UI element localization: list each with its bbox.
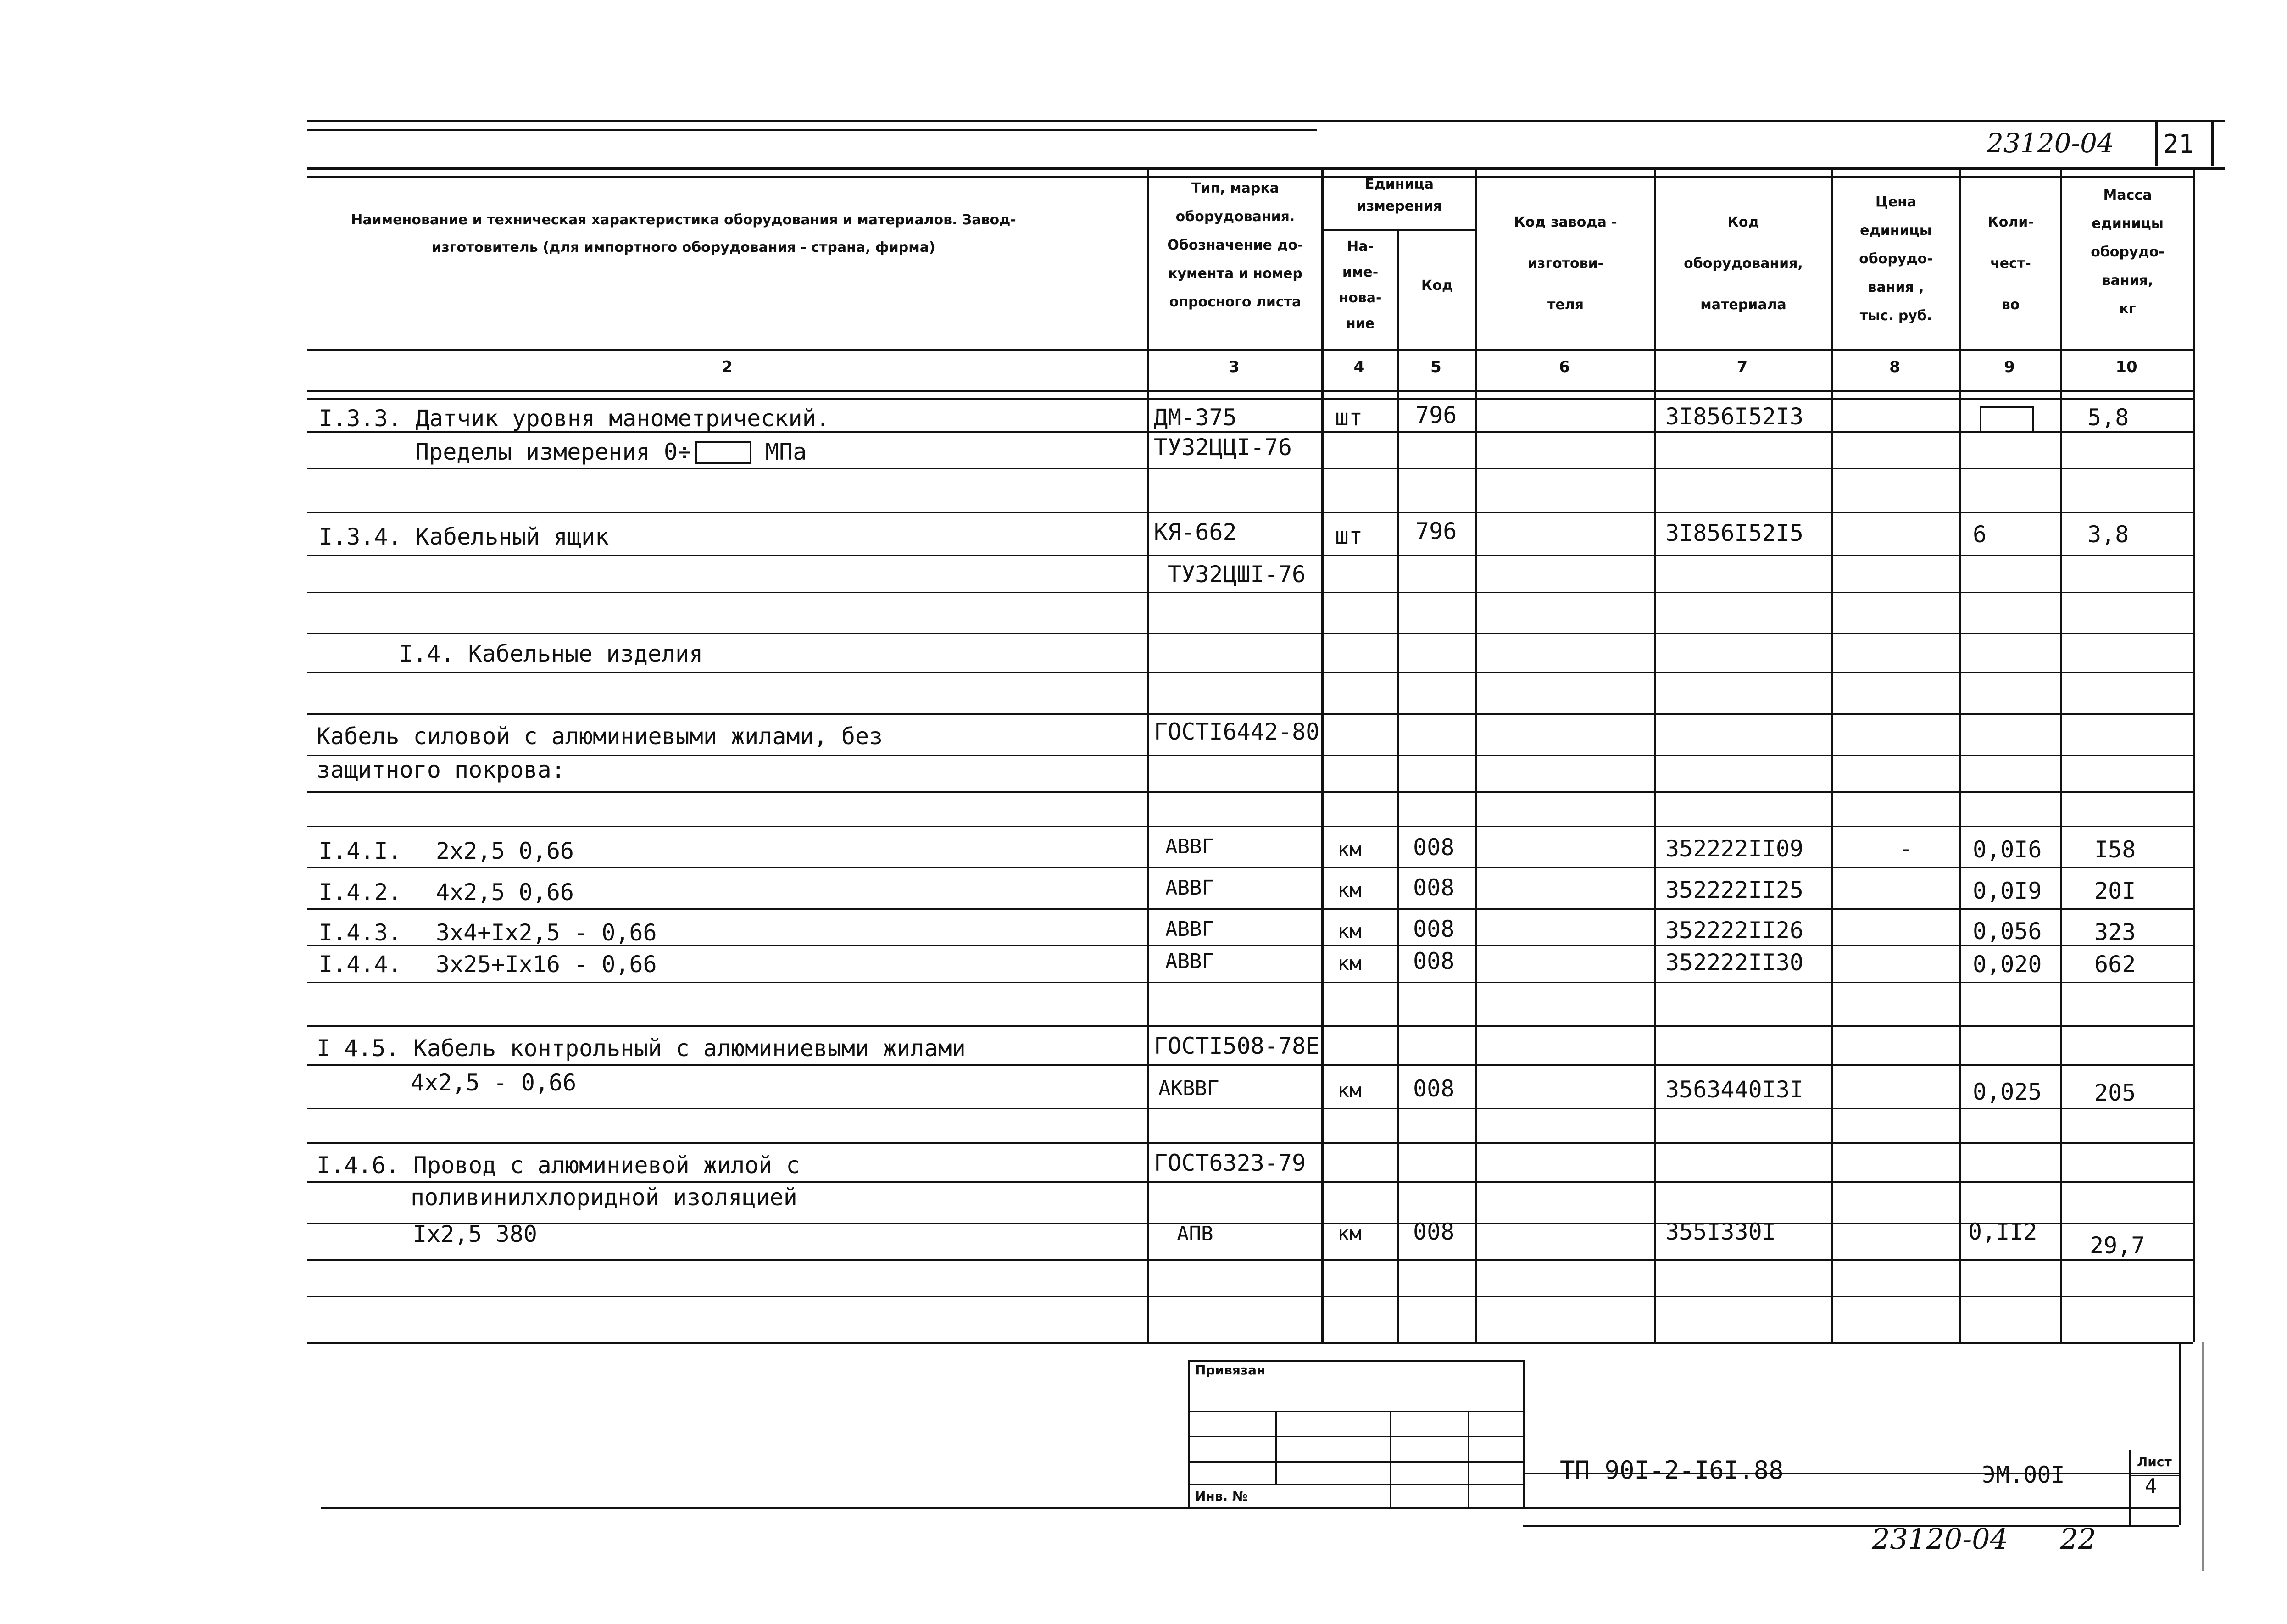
row-143-unit: км (1337, 920, 1362, 943)
row-146-name2: поливинилхлоридной изоляцией (411, 1184, 797, 1211)
row-144-id: I.4.4. (319, 951, 402, 978)
row-146-type: АПВ (1177, 1222, 1213, 1246)
row-143-mass: 323 (2094, 919, 2136, 945)
row-142-code: 008 (1413, 874, 1455, 901)
row-146-mass: 29,7 (2090, 1232, 2145, 1259)
row-144-code: 008 (1413, 948, 1455, 974)
row-142-mat: 352222II25 (1665, 877, 1804, 903)
row-142-type: АВВГ (1165, 876, 1214, 900)
row-134-unit: шт (1335, 523, 1363, 549)
row-146-code: 008 (1413, 1218, 1455, 1245)
row-146-qty: 0,II2 (1968, 1218, 2037, 1245)
row-144-type: АВВГ (1165, 950, 1214, 973)
row-143-type: АВВГ (1165, 918, 1214, 941)
row-145-type: АКВВГ (1158, 1077, 1219, 1100)
colnum-5: 5 (1430, 358, 1441, 376)
stamp-inv-no: Инв. № (1195, 1489, 1248, 1504)
row-133-mass: 5,8 (2087, 404, 2129, 431)
row-142-unit: км (1337, 879, 1362, 902)
row-134-code: 796 (1415, 518, 1457, 545)
row-141-code: 008 (1413, 834, 1455, 861)
row-143-id: I.4.3. (319, 919, 402, 946)
row-141-id: I.4.I. (319, 838, 402, 864)
row-143-mat: 352222II26 (1665, 917, 1804, 944)
colnum-8: 8 (1889, 358, 1900, 376)
cable-title-1: Кабель силовой с алюминиевыми жилами, без (317, 723, 883, 750)
footer-doc-number: 23120-04 (1872, 1522, 2009, 1556)
header-col10: Масса единицы оборудо- вания, кг (2091, 187, 2165, 317)
row-134-tu: ТУ32ЦШI-76 (1168, 561, 1306, 588)
row-145-qty: 0,025 (1973, 1079, 2042, 1105)
row-141-type: АВВГ (1165, 835, 1214, 858)
row-146-unit: км (1337, 1222, 1362, 1246)
header-col4: На- име- нова- ние (1339, 239, 1382, 332)
section-14-title: I.4. Кабельные изделия (399, 640, 703, 667)
row-142-mass: 20I (2094, 878, 2136, 904)
row-144-qty: 0,020 (1973, 951, 2042, 978)
row-144-spec: 3х25+Iх16 - 0,66 (436, 951, 657, 978)
cable-title-2: защитного покрова: (317, 756, 565, 783)
row-146-name: I.4.6. Провод с алюминиевой жилой с (317, 1152, 800, 1179)
row-145-gost: ГОСТI508-78Е (1154, 1033, 1320, 1059)
row-146-mat: 355I330I (1665, 1218, 1776, 1245)
row-134-name: I.3.4. Кабельный ящик (319, 523, 609, 550)
stamp-mark: ЭМ.00I (1982, 1462, 2065, 1488)
header-col8: Цена единицы оборудо- вания , тыс. руб. (1859, 194, 1933, 324)
row-145-name: I 4.5. Кабель контрольный с алюминиевыми жилами (317, 1035, 966, 1062)
header-unit-group: Единица измерения (1356, 176, 1442, 214)
header-col5: Код (1421, 278, 1453, 294)
stamp-sheet-no: 4 (2145, 1474, 2157, 1498)
row-141-unit: км (1337, 838, 1362, 862)
header-col3: Тип, марка оборудования. Обозначение до- кумента и номер опросного листа (1167, 180, 1303, 310)
row-143-code: 008 (1413, 916, 1455, 942)
row-142-qty: 0,0I9 (1973, 878, 2042, 904)
row-145-unit: км (1337, 1079, 1362, 1102)
row-141-qty: 0,0I6 (1973, 836, 2042, 863)
colnum-10: 10 (2115, 358, 2137, 376)
colnum-7: 7 (1736, 358, 1748, 376)
row-134-mass: 3,8 (2087, 521, 2129, 548)
header-col7: Код оборудования, материала (1684, 214, 1803, 313)
colnum-6: 6 (1559, 358, 1570, 376)
doc-number-top: 23120-04 (1987, 128, 2114, 159)
row-133-type: ДМ-375 (1154, 404, 1237, 431)
row-144-mass: 662 (2094, 951, 2136, 978)
colnum-4: 4 (1353, 358, 1365, 376)
sheet-number-top: 21 (2163, 129, 2194, 159)
row-133-limits-unit: МПа (765, 439, 807, 465)
row-133-tu: ТУ32ЦЦI-76 (1154, 434, 1292, 461)
row-146-gost: ГОСТ6323-79 (1154, 1150, 1306, 1176)
stamp-sheet-label: Лист (2137, 1454, 2172, 1469)
row-134-matcode: 3I856I52I5 (1665, 520, 1804, 546)
stamp-project: ТП 90I-2-I6I.88 (1560, 1456, 1784, 1485)
row-133-unit: шт (1335, 404, 1363, 431)
limit-value-box (695, 441, 751, 464)
cable-gost: ГОСТI6442-80 (1154, 718, 1320, 745)
row-143-spec: 3х4+Iх2,5 - 0,66 (436, 919, 657, 946)
header-col1: Наименование и техническая характеристика оборудования и материалов. Завод-изготовитель (для импортного оборудования - страна, фирма) (351, 212, 1016, 256)
row-145-mat: 3563440I3I (1665, 1076, 1804, 1103)
row-141-mass: I58 (2094, 836, 2136, 863)
row-145-code: 008 (1413, 1075, 1455, 1102)
row-146-spec: Iх2,5 380 (413, 1221, 537, 1247)
stamp-privyazan: Привязан (1195, 1363, 1266, 1378)
colnum-3: 3 (1229, 358, 1240, 376)
row-141-mat: 352222II09 (1665, 835, 1804, 862)
row-134-qty: 6 (1973, 521, 1987, 548)
row-141-spec: 2х2,5 0,66 (436, 838, 574, 864)
row-133-limits: Пределы измерения 0÷ (415, 439, 692, 465)
row-141-price: - (1899, 835, 1914, 862)
colnum-9: 9 (2004, 358, 2015, 376)
row-133-name: I.3.3. Датчик уровня манометрический. (319, 405, 830, 432)
row-133-matcode: 3I856I52I3 (1665, 403, 1804, 430)
header-col6: Код завода - изготови- теля (1514, 214, 1617, 313)
row-142-spec: 4х2,5 0,66 (436, 879, 574, 906)
row-142-id: I.4.2. (319, 879, 402, 906)
row-134-type: КЯ-662 (1154, 519, 1237, 545)
colnum-2: 2 (722, 358, 733, 376)
footer-page: 22 (2060, 1522, 2096, 1556)
row-144-mat: 352222II30 (1665, 949, 1804, 976)
row-143-qty: 0,056 (1973, 918, 2042, 945)
qty-value-box (1980, 406, 2034, 433)
row-145-spec: 4х2,5 - 0,66 (411, 1069, 577, 1096)
row-133-code: 796 (1415, 402, 1457, 428)
row-145-mass: 205 (2094, 1079, 2136, 1106)
row-144-unit: км (1337, 952, 1362, 975)
header-col9: Коли- чест- во (1987, 214, 2034, 313)
